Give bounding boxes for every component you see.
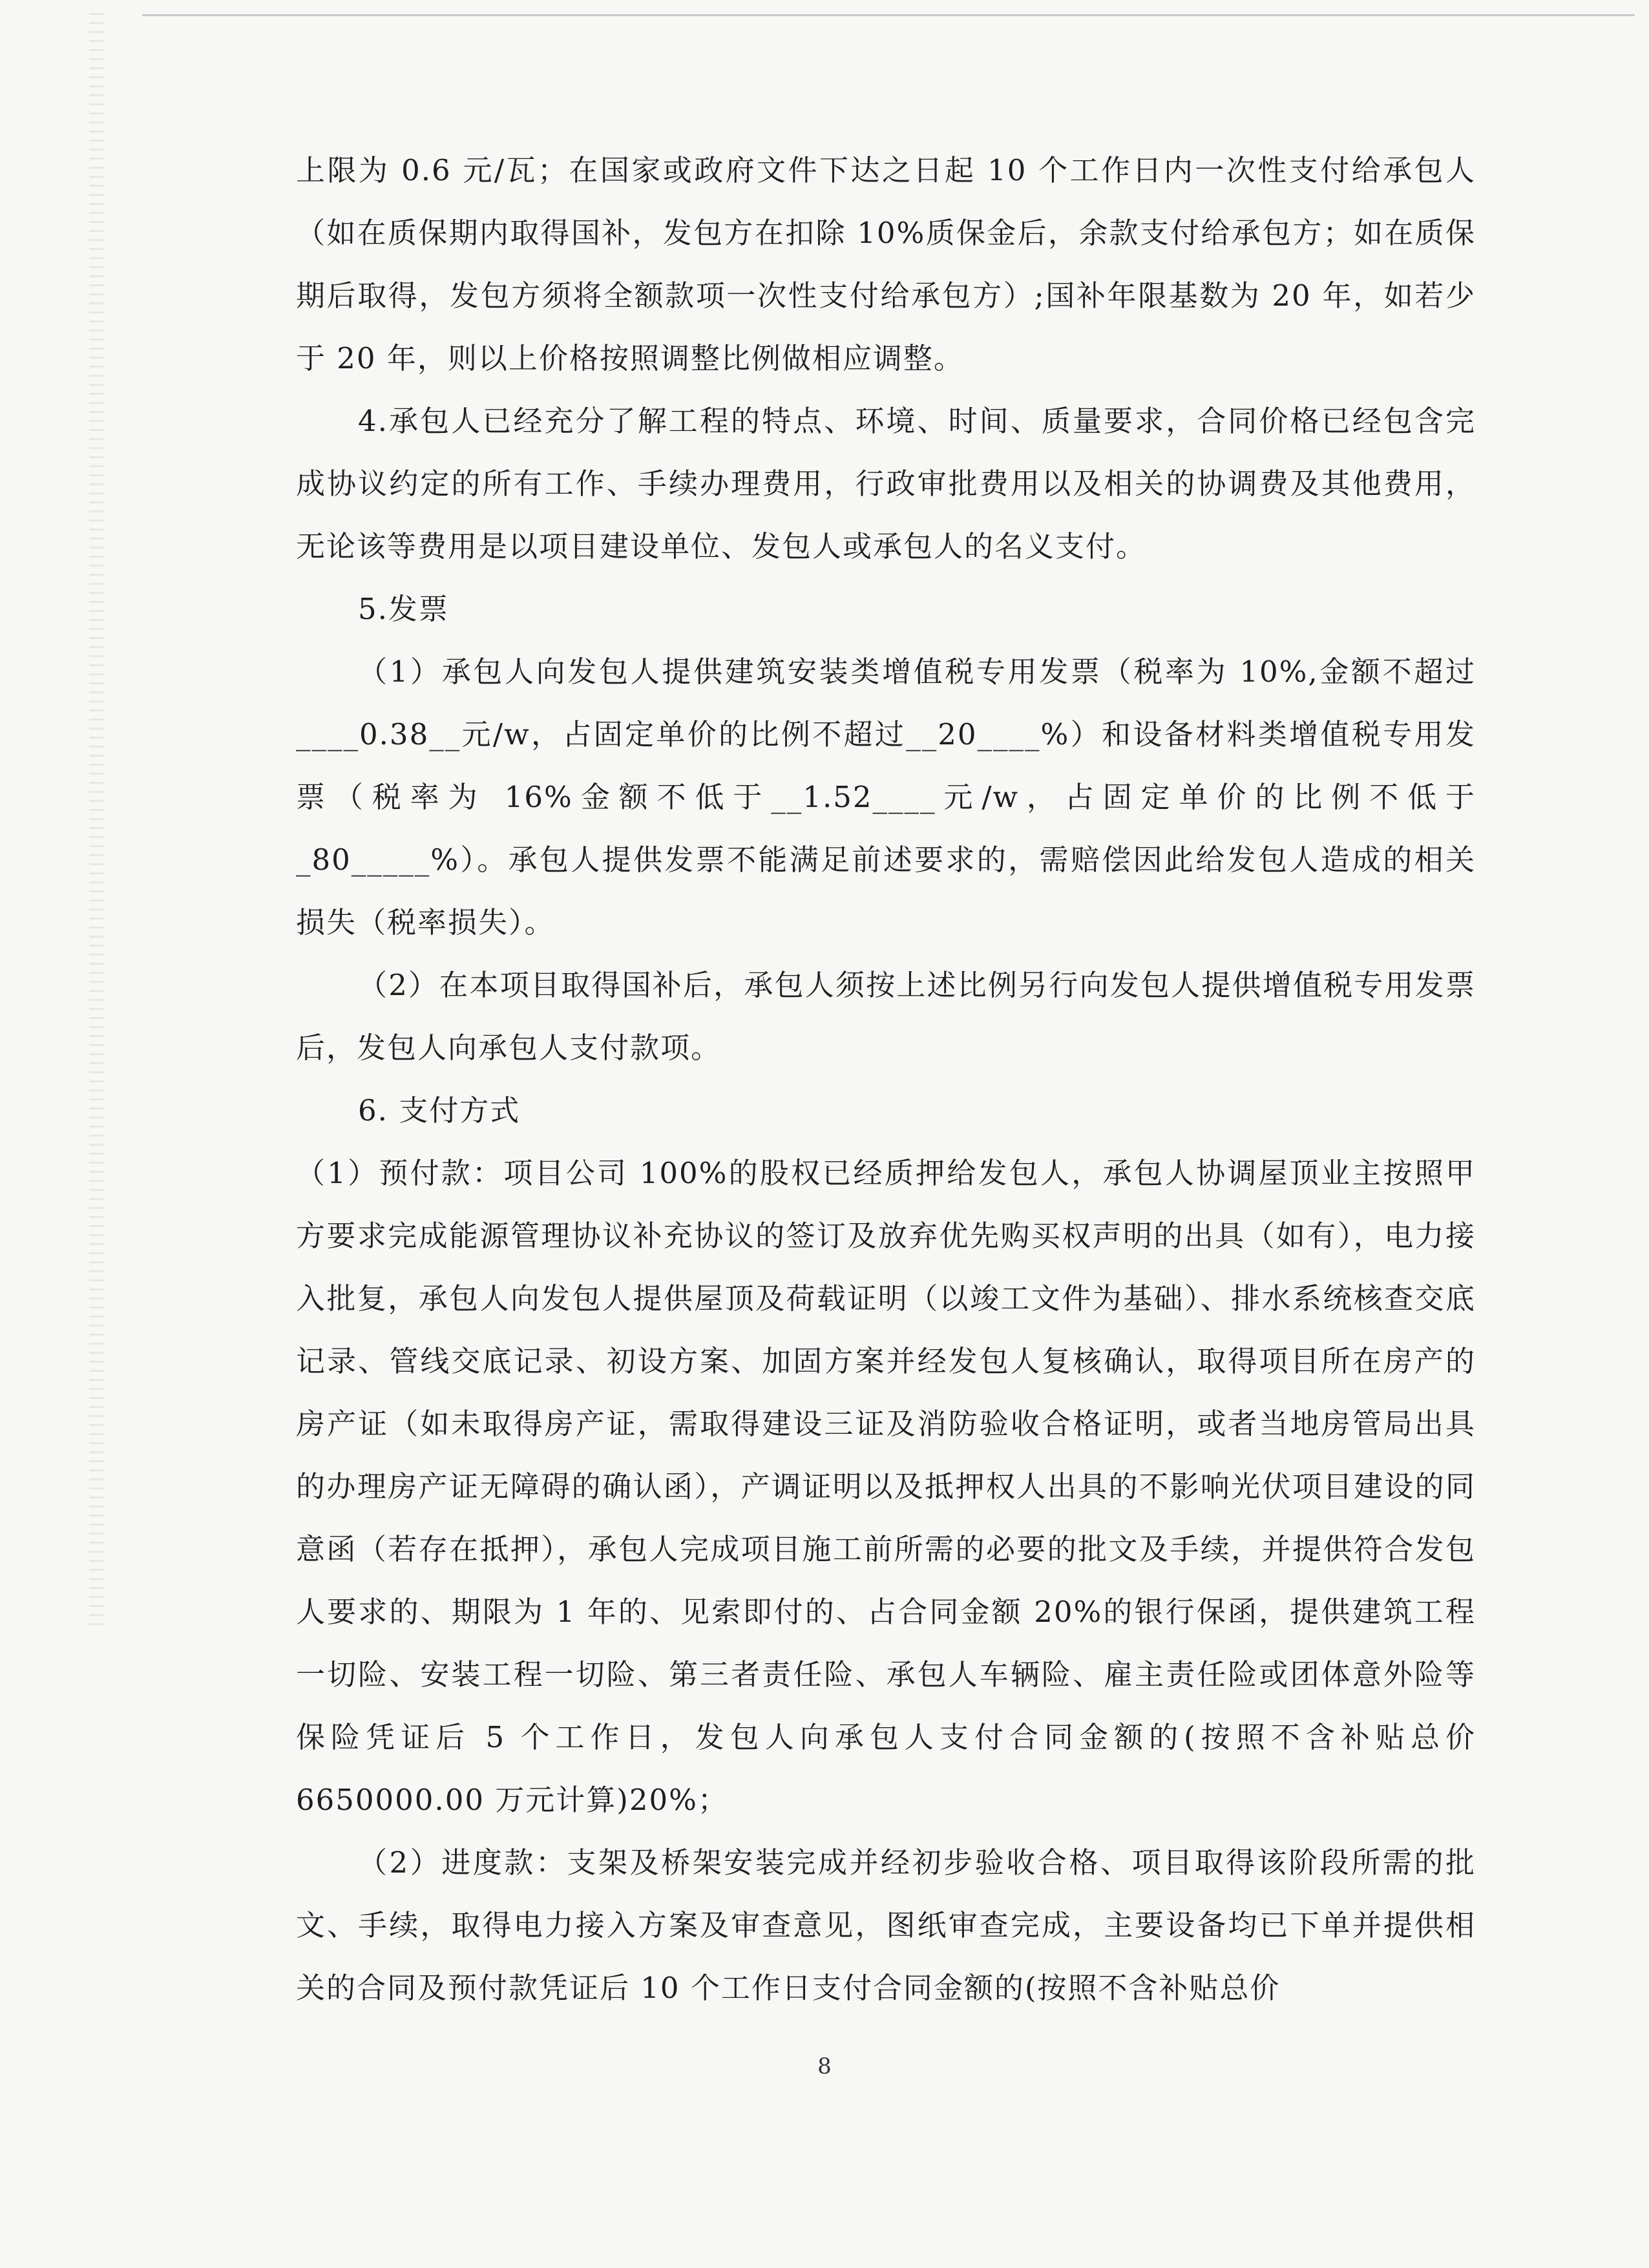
document-body — [296, 139, 1476, 2019]
heading-payment-method: 6. 支付方式 — [358, 1093, 521, 1128]
scan-binding-marks — [89, 13, 103, 1628]
scan-top-edge-line — [142, 14, 1635, 16]
paragraph-clause-6-1-advance-payment: （1）预付款：项目公司 100%的股权已经质押给发包人，承包人协调屋顶业主按照甲方要求完成能源管理协议补充协议的签订及放弃优先购买权声明的出具（如有），电力接入批复，承包人向发包人提供屋顶及荷载证明（以竣工文件为基础）、排水系统核查交底记录、管线交底记录、初设方案、加固方案并经发包人复核确认，取得项目所在房产的房产证（如未取得房产证，需取得建设三证及消防验收合格证明，或者当地房管局出具的办理房产证无障碍的确认函），产调证明以及抵押权人出具的不影响光伏项目建设的同意函（若存在抵押），承包人完成项目施工前所需的必要的批文及手续，并提供符合发包人要求的、期限为 1 年的、见索即付的、占合同金额 20%的银行保函，提供建筑工程一切险、安装工程一切险、第三者责任险、承包人车辆险、雇主责任险或团体意外险等保险凭证后 5 个工作日，发包人向承包人支付合同金额的(按照不含补贴总价 6650000.00 万元计算)20%； — [296, 1156, 1476, 1817]
page-number: 8 — [817, 2053, 832, 2079]
paragraph-clause-5-1: （1）承包人向发包人提供建筑安装类增值税专用发票（税率为 10%,金额不超过____0.38__元/w，占固定单价的比例不超过__20____%）和设备材料类增值税专用发票（税率为 16%金额不低于__1.52____元/w，占固定单价的比例不低于_80_____%）。承包人提供发票不能满足前述要求的，需赔偿因此给发包人造成的相关损失（税率损失）。 — [296, 655, 1476, 940]
paragraph-clause-6-2-progress-payment: （2）进度款：支架及桥架安装完成并经初步验收合格、项目取得该阶段所需的批文、手续，取得电力接入方案及审查意见，图纸审查完成，主要设备均已下单并提供相关的合同及预付款凭证后 10 个工作日支付合同金额的(按照不含补贴总价 — [296, 1845, 1476, 2005]
heading-invoice: 5.发票 — [358, 592, 449, 626]
paragraph-clause-5-2: （2）在本项目取得国补后，承包人须按上述比例另行向发包人提供增值税专用发票后，发包人向承包人支付款项。 — [296, 968, 1476, 1065]
paragraph-clause-4: 4.承包人已经充分了解工程的特点、环境、时间、质量要求，合同价格已经包含完成协议约定的所有工作、手续办理费用，行政审批费用以及相关的协调费及其他费用，无论该等费用是以项目建设单位、发包人或承包人的名义支付。 — [296, 404, 1476, 563]
paragraph-national-subsidy-payment: 上限为 0.6 元/瓦；在国家或政府文件下达之日起 10 个工作日内一次性支付给承包人（如在质保期内取得国补，发包方在扣除 10%质保金后，余款支付给承包方；如在质保期后取得，发包方须将全额款项一次性支付给承包方）;国补年限基数为 20 年，如若少于 20 年，则以上价格按照调整比例做相应调整。 — [296, 153, 1476, 375]
